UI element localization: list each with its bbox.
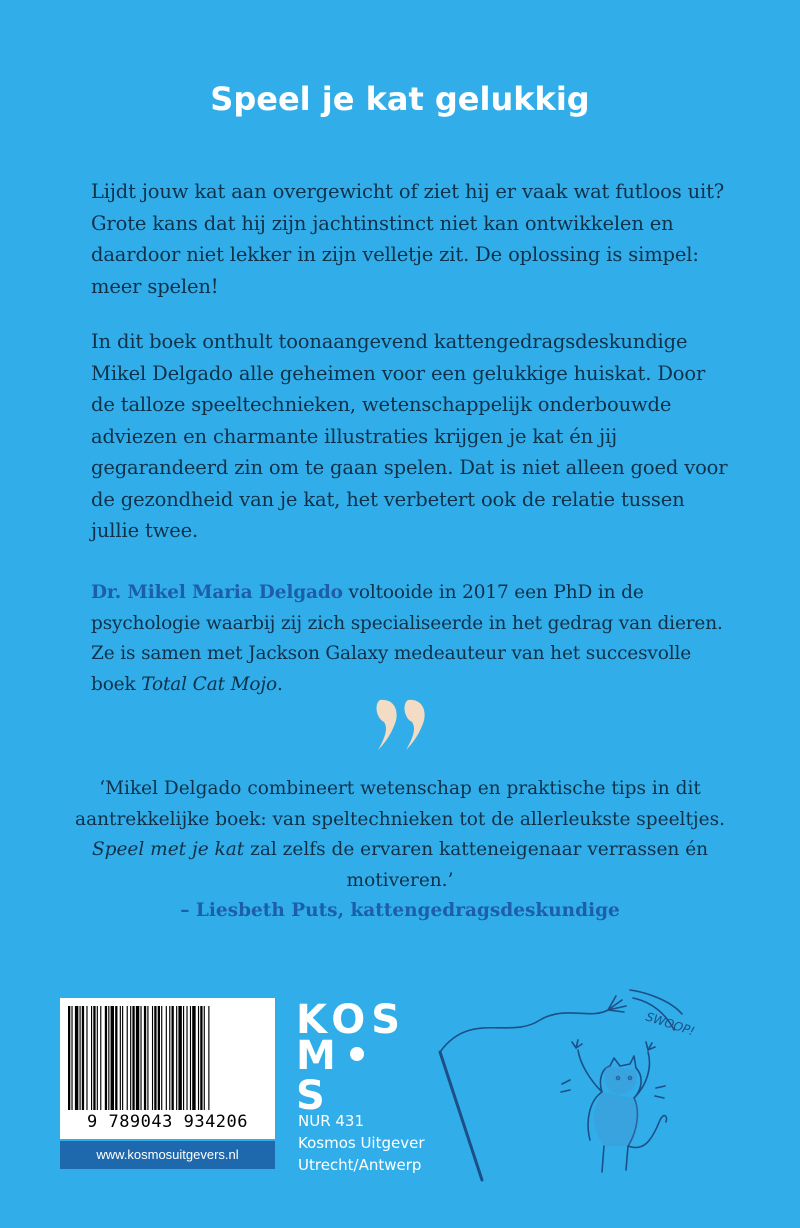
barcode-bar [186,1006,187,1110]
barcode-bar [166,1006,167,1110]
barcode-bars [68,1006,267,1110]
logo-dot [350,1047,364,1061]
barcode-bar [93,1006,95,1110]
logo-row-1: KOS [296,997,407,1043]
barcode-bar [136,1006,139,1110]
barcode-bar [100,1006,101,1110]
barcode-bar [127,1006,128,1110]
publisher-name: Kosmos Uitgever [298,1134,425,1152]
barcode-bar [152,1006,153,1110]
logo-letter-m: M [296,1033,342,1079]
quote-attribution: – Liesbeth Puts, kattengedragsdeskundige [180,900,620,921]
barcode-bar [161,1006,162,1110]
quote-mark-icon [374,692,434,762]
blurb-paragraph-1: Lijdt jouw kat aan overgewicht of ziet hij er vaak wat futloos uit? Grote kans dat hij zijn jachtinstinct niet kan ontwikkelen en daardoor niet lekker in zijn velletje zit. De oplossing is simpel: meer spelen! [91,180,725,298]
barcode-bar [115,1006,117,1110]
barcode-bar [132,1006,134,1110]
author-name: Dr. Mikel Maria Delgado [91,582,343,603]
barcode-bar [190,1006,191,1110]
nur-code: NUR 431 [298,1112,365,1130]
barcode-bar [86,1006,87,1110]
swoop-text: SWOOP! [644,1009,697,1039]
quote-book-title: Speel met je kat [91,839,245,860]
barcode-bar [158,1006,160,1110]
publisher-info [298,1110,425,1176]
barcode-bar [91,1006,92,1110]
barcode-bar [176,1006,177,1110]
barcode-bar [200,1006,202,1110]
quote-text-end: zal zelfs de ervaren katteneigenaar verrassen én motiveren.’ [244,839,709,891]
barcode-bar [111,1006,114,1110]
quote-text: ‘Mikel Delgado combineert wetenschap en praktische tips in dit aantrekkelijke boek: van speltechnieken tot de allerleukste speeltjes. [75,778,725,830]
barcode-bar [68,1006,70,1110]
barcode-bar [75,1006,78,1110]
review-quote [60,774,740,927]
publisher-website[interactable]: www.kosmosuitgevers.nl [60,1141,275,1169]
barcode-bar [154,1006,156,1110]
book-title: Speel je kat gelukkig [210,80,590,118]
barcode-bar [97,1006,98,1110]
logo-row-2 [296,1033,406,1119]
kosmos-logo [296,997,407,1119]
barcode-bar [122,1006,123,1110]
barcode-bar [140,1006,141,1110]
barcode-bar [192,1006,195,1110]
bio-text: voltooide in 2017 een PhD in de psychologie waarbij zij zich specialiseerde in het gedrag van dieren. Ze is samen met Jackson Galaxy medeauteur van het succesvolle boek [91,582,723,695]
bio-text-end: . [276,673,283,695]
barcode-bar [130,1006,131,1110]
barcode-bar [80,1006,81,1110]
blurb-paragraph-2: In dit boek onthult toonaangevend kattengedragsdeskundige Mikel Delgado alle geheimen voor een gelukkige huiskat. Door de talloze speeltechnieken, wetenschappelijk onderbouwde adviezen en charmante illustraties krijgen je kat én jij gegarandeerd zin om te gaan spelen. Dat is niet alleen goed voor de gezondheid van je kat, het verbetert ook de relatie tussen jullie twee. [91,330,728,542]
barcode-bar [71,1006,72,1110]
barcode-bar [198,1006,199,1110]
barcode-bar [183,1006,184,1110]
publisher-location: Utrecht/Antwerp [298,1156,422,1174]
bio-book-title: Total Cat Mojo [141,673,277,695]
barcode-bar [82,1006,84,1110]
barcode-bar [169,1006,170,1110]
author-bio [91,578,731,700]
barcode-bar [108,1006,109,1110]
logo-letter-s: S [296,1073,331,1119]
cat-playing-illustration [430,980,730,1200]
isbn-number: 9 789043 934206 [86,1112,249,1132]
barcode-bar [120,1006,121,1110]
barcode-bar [105,1006,107,1110]
barcode-bar [178,1006,181,1110]
barcode-bar [172,1006,174,1110]
barcode-bar [147,1006,148,1110]
barcode-bar [208,1006,209,1110]
barcode-bar [204,1006,205,1110]
barcode-bar [144,1006,146,1110]
barcode [60,998,275,1139]
